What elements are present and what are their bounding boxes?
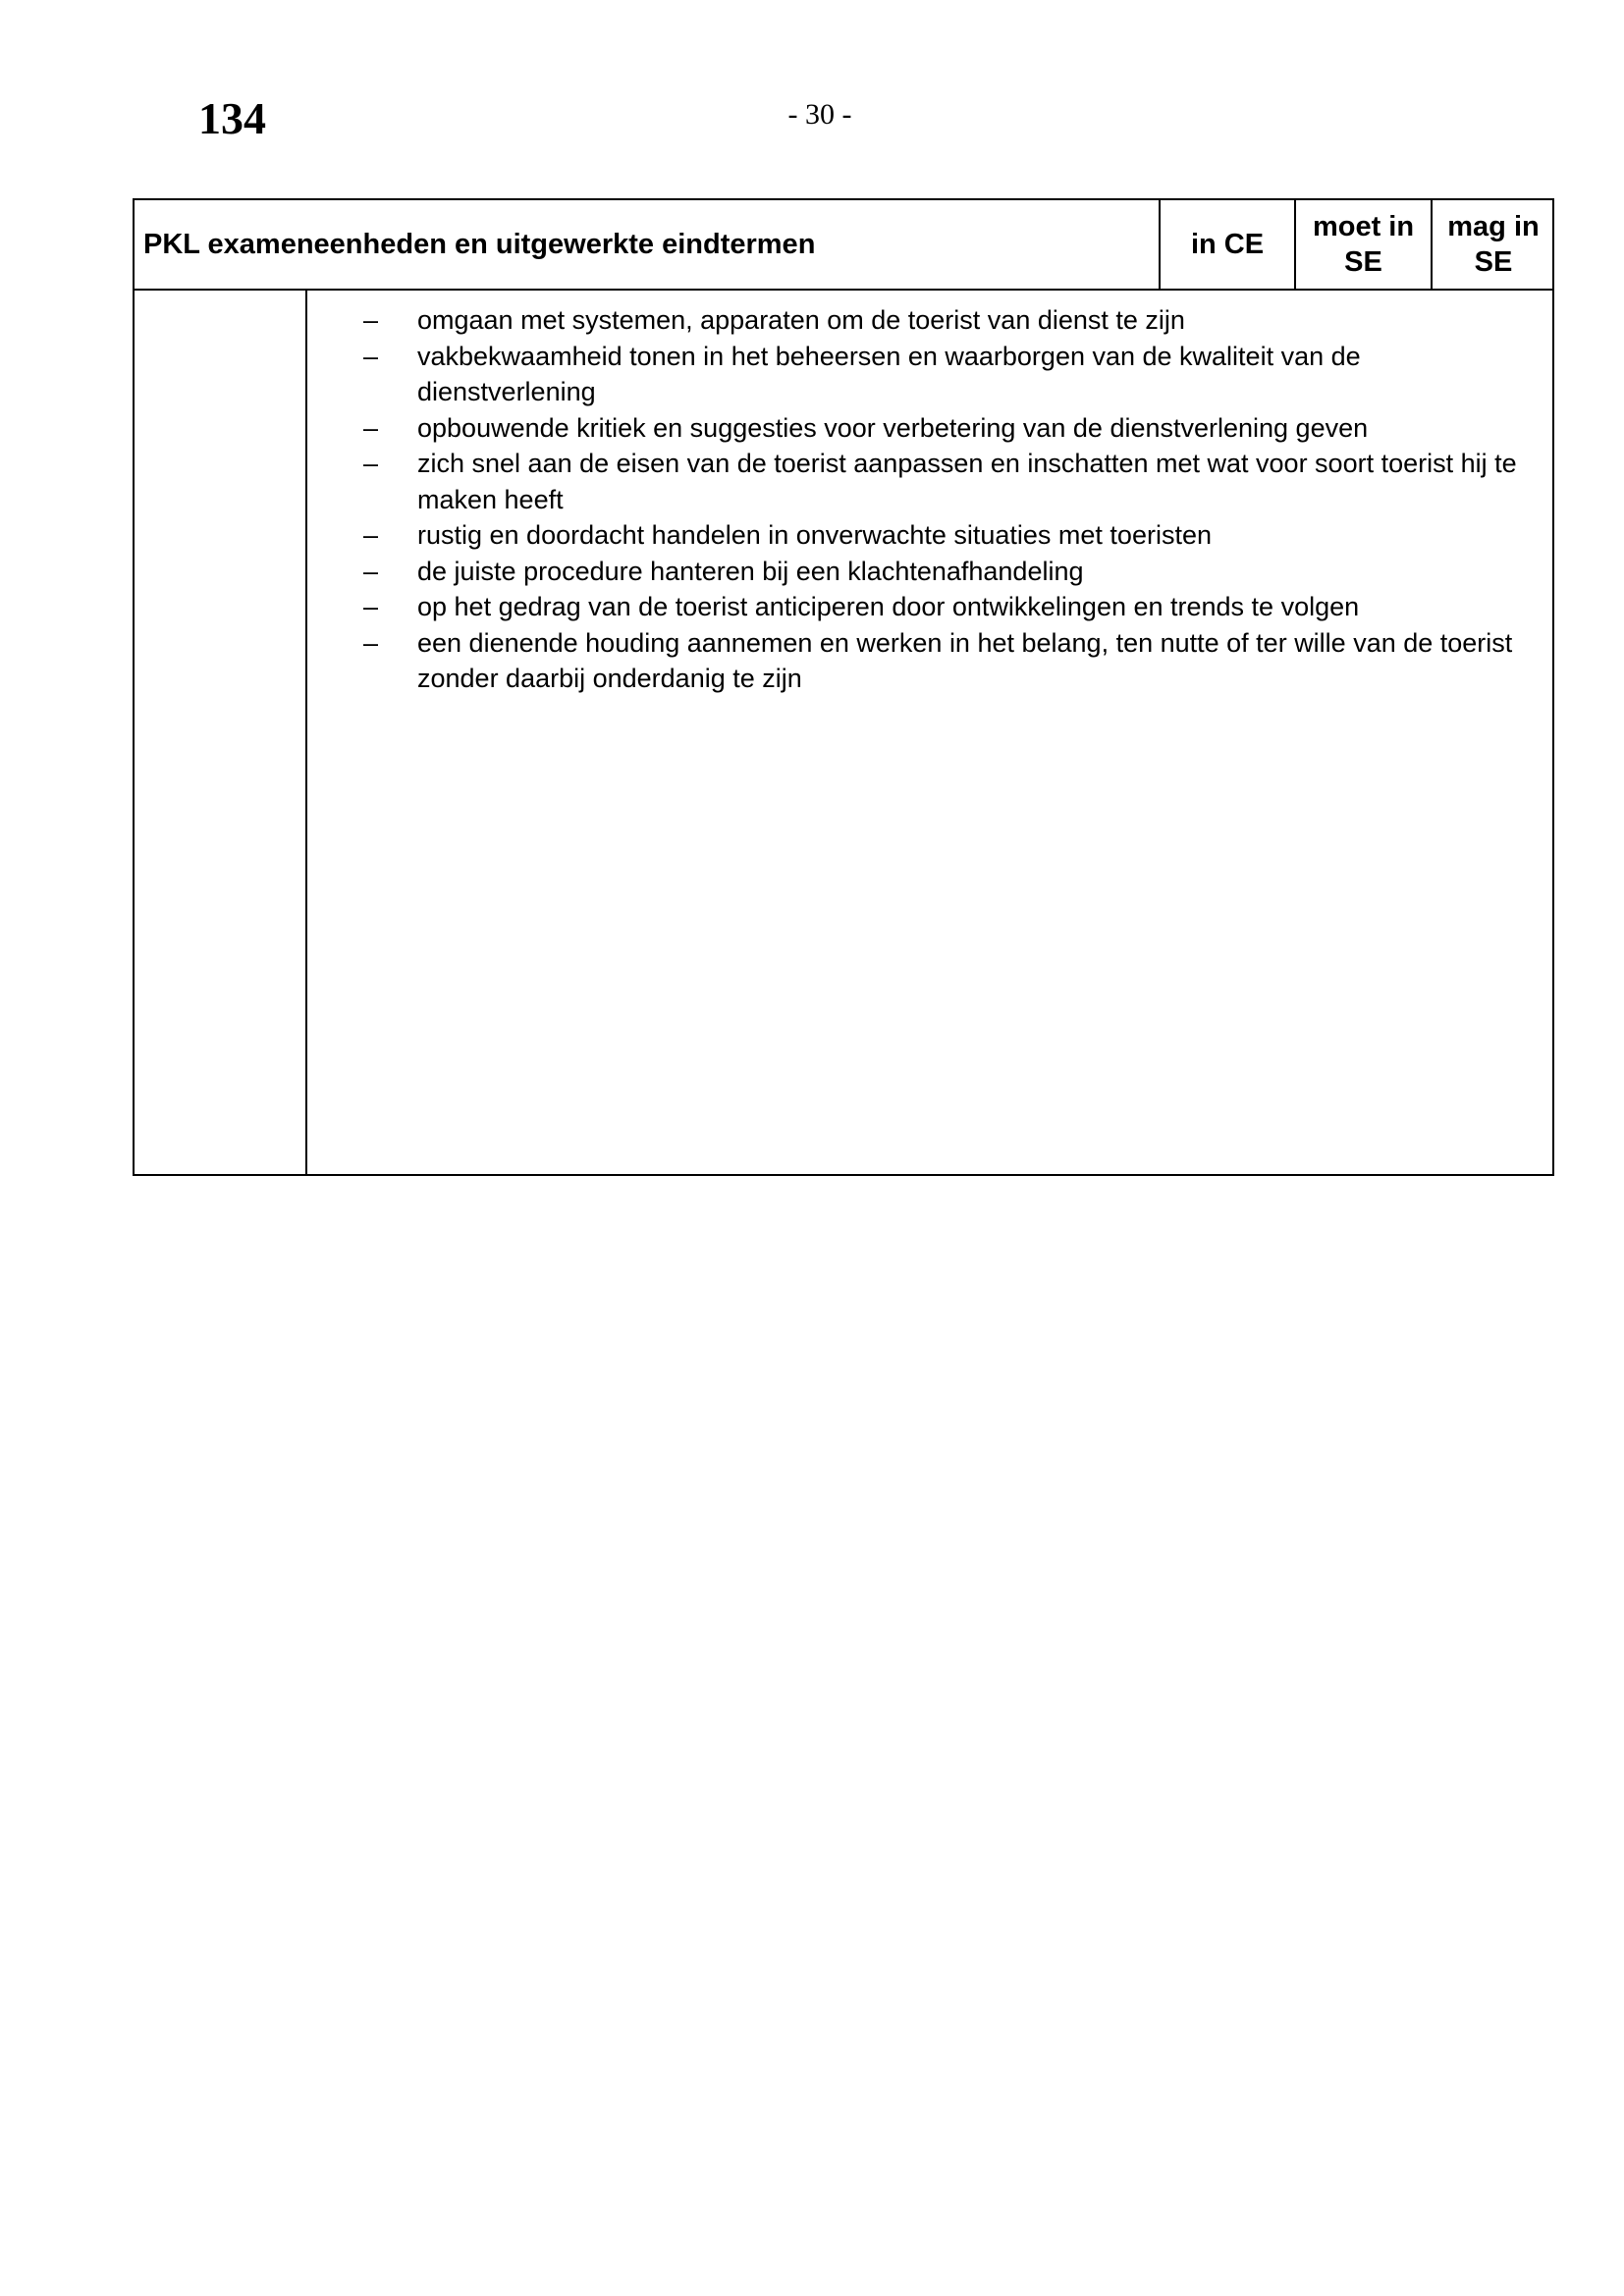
header-mag-line2: SE [1474, 246, 1513, 278]
list-item [309, 625, 1541, 697]
list-item-text: vakbekwaamheid tonen in het beheersen en waarborgen van de kwaliteit van de dienstverlening [417, 341, 1361, 406]
list-item [309, 554, 1541, 590]
list-item [309, 446, 1541, 517]
eindtermen-table [133, 198, 1554, 1176]
bullet-dash: – [363, 305, 379, 335]
bullet-dash: – [363, 627, 379, 658]
header-mag-line1: mag in [1447, 211, 1540, 242]
header-moet-in-se [1296, 200, 1433, 289]
list-item [309, 589, 1541, 625]
list-item-text: omgaan met systemen, apparaten om de toerist van dienst te zijn [417, 305, 1185, 335]
header-title-text: PKL exameneenheden en uitgewerkte eindtermen [143, 229, 816, 260]
list-item-text: op het gedrag van de toerist anticiperen door ontwikkelingen en trends te volgen [417, 592, 1360, 621]
list-item [309, 339, 1541, 410]
bullet-dash: – [363, 592, 379, 621]
header-moet-line2: SE [1344, 246, 1382, 278]
bullet-dash: – [363, 412, 379, 443]
header-title [135, 200, 1161, 289]
header-in-ce-text: in CE [1190, 229, 1265, 260]
header-in-ce [1161, 200, 1296, 289]
eindtermen-list [309, 302, 1541, 697]
bullet-dash: – [363, 520, 379, 550]
list-item-text: rustig en doordacht handelen in onverwachte situaties met toeristen [417, 520, 1212, 550]
list-item [309, 410, 1541, 447]
list-item [309, 517, 1541, 554]
page-folio: - 30 - [787, 98, 852, 131]
header-mag-in-se [1433, 200, 1554, 289]
table-header-row [135, 200, 1552, 291]
list-item [309, 302, 1541, 339]
bullet-dash: – [363, 556, 379, 586]
bullet-dash: – [363, 449, 379, 478]
list-item-text: een dienende houding aannemen en werken in het belang, ten nutte of ter wille van de toerist zonder daarbij onderdanig te zijn [417, 627, 1513, 693]
list-item-text: zich snel aan de eisen van de toerist aanpassen en inschatten met wat voor soort toerist hij te maken heeft [417, 449, 1517, 514]
header-moet-line1: moet in [1312, 211, 1415, 242]
list-item-text: opbouwende kritiek en suggesties voor verbetering van de dienstverlening geven [417, 412, 1369, 443]
page-number: 134 [198, 93, 266, 143]
list-item-text: de juiste procedure hanteren bij een klachtenafhandeling [417, 556, 1084, 586]
exam-unit-column [135, 291, 307, 1174]
bullet-dash: – [363, 341, 379, 371]
